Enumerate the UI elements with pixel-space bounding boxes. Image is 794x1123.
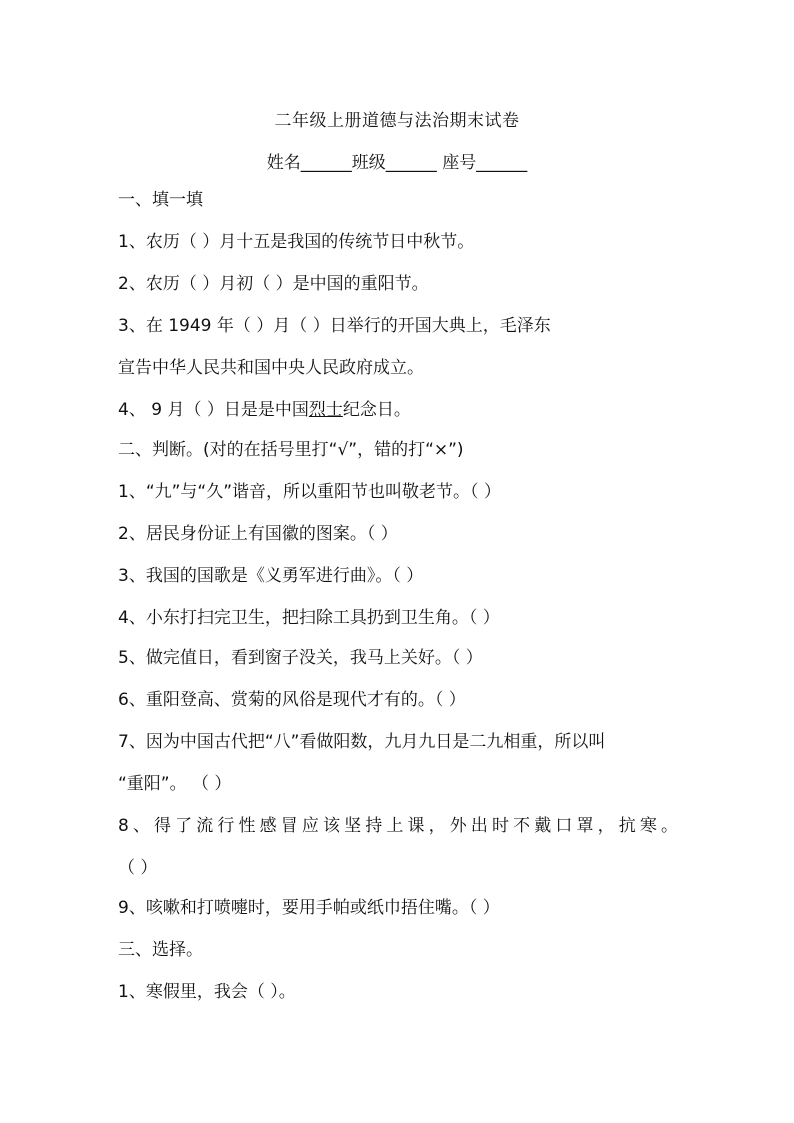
- student-info-line: 姓名______班级______ 座号______: [266, 153, 528, 173]
- judge-question-2: 2、居民身份证上有国徽的图案。（ ）: [118, 524, 398, 544]
- fill-question-4: [118, 398, 411, 422]
- fill-question-3-line-2: 宣告中华人民共和国中央人民政府成立。: [118, 358, 424, 378]
- judge-question-8-line-2: （ ）: [118, 858, 158, 878]
- judge-question-7-line-1: 7、因为中国古代把“八”看做阳数，九月九日是二九相重，所以叫: [118, 732, 606, 752]
- judge-question-1: 1、“九”与“久”谐音，所以重阳节也叫敬老节。（ ）: [118, 482, 501, 502]
- judge-question-3: 3、我国的国歌是《义勇军进行曲》。（ ）: [118, 566, 424, 586]
- exam-title: 二年级上册道德与法治期末试卷: [274, 111, 520, 131]
- fill-question-2: 2、农历（ ）月初（ ）是中国的重阳节。: [118, 274, 429, 294]
- section-3-heading: 三、选择。: [118, 940, 203, 960]
- judge-question-5: 5、做完值日，看到窗子没关，我马上关好。（ ）: [118, 648, 483, 668]
- judge-question-6: 6、重阳登高、赏菊的风俗是现代才有的。（ ）: [118, 690, 466, 710]
- fill-question-1: 1、农历（ ）月十五是我国的传统节日中秋节。: [118, 232, 475, 252]
- fill-question-4-prefix: 4、 9 月（ ）日是是中国: [118, 400, 309, 420]
- fill-question-3-line-1: 3、在 1949 年（ ）月（ ）日举行的开国大典上，毛泽东: [118, 316, 551, 336]
- fill-question-4-suffix: 纪念日。: [342, 400, 411, 420]
- judge-question-9: 9、咳嗽和打喷嚏时，要用手帕或纸巾捂住嘴。（ ）: [118, 898, 500, 918]
- choice-question-1: 1、寒假里，我会（ ）。: [118, 982, 296, 1002]
- section-1-heading: 一、填一填: [118, 190, 203, 210]
- section-2-heading: 二、判断。(对的在括号里打“√”，错的打“×”): [118, 440, 464, 460]
- fill-question-4-underlined-text: 烈士: [308, 400, 343, 420]
- judge-question-8-line-1: 8、得了流行性感冒应该坚持上课，外出时不戴口罩，抗寒。: [118, 816, 678, 836]
- judge-question-7-line-2: “重阳”。 （ ）: [118, 774, 232, 794]
- judge-question-4: 4、小东打扫完卫生，把扫除工具扔到卫生角。（ ）: [118, 608, 500, 628]
